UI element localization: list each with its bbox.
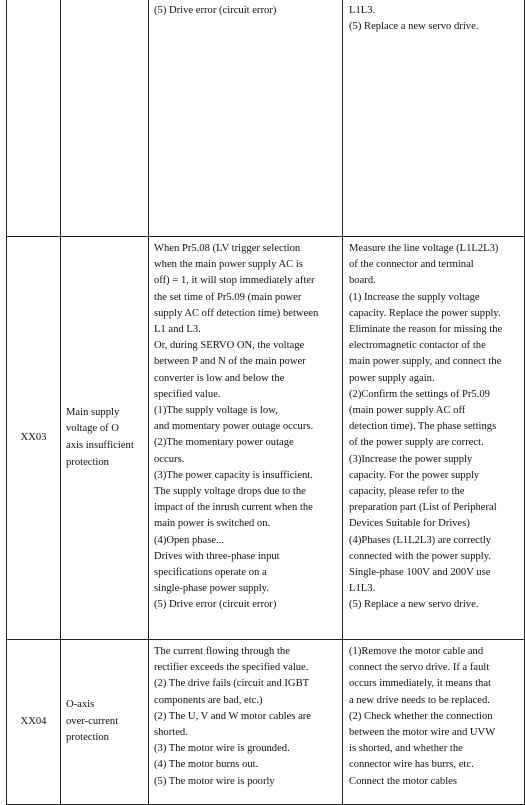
fault-cause-cell — [149, 237, 343, 640]
measure-line: (1) Increase the supply voltage — [349, 291, 480, 303]
fault-cause-cell — [149, 0, 343, 237]
measure-line: (2) Check whether the connection — [349, 710, 493, 722]
cause-line: L1 and L3. — [154, 324, 201, 336]
fault-name-line: Main supply — [66, 406, 120, 418]
measure-line: connector wire has burrs, etc. — [349, 759, 474, 771]
table-row — [7, 237, 525, 640]
cause-line: main power is switched on. — [154, 518, 271, 530]
cause-line: and momentary power outage occurs. — [154, 421, 314, 433]
fault-table-body — [7, 0, 525, 805]
measure-line: between the motor wire and UVW — [349, 727, 496, 739]
cause-line: impact of the inrush current when the — [154, 502, 313, 514]
measure-line: of the connector and terminal — [349, 259, 474, 271]
fault-code-cell — [7, 237, 61, 640]
cause-line: (5) Drive error (circuit error) — [154, 5, 277, 16]
measure-line: (1)Remove the motor cable and — [349, 646, 484, 657]
cause-line: When Pr5.08 (LV trigger selection — [154, 243, 301, 254]
cause-line: rectifier exceeds the specified value. — [154, 662, 309, 674]
cause-line: Drives with three-phase input — [154, 550, 280, 562]
measure-line: of the power supply are correct. — [349, 437, 484, 449]
measure-line: electromagnetic contactor of the — [349, 340, 486, 352]
fault-measure-cell-content — [343, 640, 524, 790]
measure-line: capacity. For the power supply — [349, 469, 480, 481]
fault-name-cell — [61, 237, 149, 640]
cause-line: (3)The power capacity is insufficient. — [154, 469, 313, 481]
measure-line: capacity, please refer to the — [349, 486, 465, 498]
measure-line: board. — [349, 275, 376, 287]
cause-line: specified value. — [154, 388, 221, 400]
fault-code-cell-content — [7, 714, 60, 730]
fault-name-cell — [61, 640, 149, 805]
measure-line: is shorted, and whether the — [349, 743, 463, 755]
fault-measure-cell — [343, 640, 525, 805]
fault-code-cell — [7, 640, 61, 805]
fault-code-cell-content — [7, 430, 60, 446]
table-row — [7, 0, 525, 237]
fault-cause-cell-content — [149, 640, 342, 790]
measure-line: L1L3. — [349, 583, 376, 595]
measure-line: power supply again. — [349, 372, 435, 384]
measure-line: Eliminate the reason for missing the — [349, 324, 503, 336]
measure-line: Connect the motor cables — [349, 775, 457, 787]
cause-line: (1)The supply voltage is low, — [154, 405, 278, 417]
cause-line: specifications operate on a — [154, 567, 267, 579]
measure-line: (3)Increase the power supply — [349, 453, 473, 465]
measure-line: Single-phase 100V and 200V use — [349, 567, 491, 579]
measure-line: L1L3. — [349, 5, 376, 16]
fault-code: XX04 — [20, 715, 47, 727]
measure-line: (5) Replace a new servo drive. — [349, 599, 479, 611]
fault-name-line: axis insufficient — [66, 440, 134, 451]
fault-name-line: voltage of O — [66, 423, 119, 435]
fault-name-cell — [61, 0, 149, 237]
measure-line: (4)Phases (L1L2L3) are correctly — [349, 534, 492, 546]
measure-line: detection time). The phase settings — [349, 421, 497, 433]
fault-name-line: O-axis — [66, 699, 95, 711]
fault-name-line: protection — [66, 732, 109, 744]
cause-line: between P and N of the main power — [154, 356, 306, 368]
cause-line: (4)Open phase... — [154, 534, 225, 546]
fault-table — [6, 0, 525, 805]
fault-measure-cell-content — [343, 237, 524, 614]
fault-cause-cell-content — [149, 0, 342, 19]
measure-line: a new drive needs to be replaced. — [349, 694, 490, 706]
cause-line: (3) The motor wire is grounded. — [154, 743, 290, 755]
measure-line: (2)Confirm the settings of Pr5.09 — [349, 388, 490, 400]
measure-line: (main power supply AC off — [349, 405, 466, 417]
measure-line: main power supply, and connect the — [349, 356, 502, 368]
fault-cause-cell-content — [149, 237, 342, 614]
measure-line: Measure the line voltage (L1L2L3) — [349, 243, 499, 254]
cause-line: supply AC off detection time) between — [154, 307, 319, 319]
cause-line: (4) The motor burns out. — [154, 759, 259, 771]
table-row — [7, 640, 525, 805]
cause-line: off) = 1, it will stop immediately after — [154, 275, 315, 287]
cause-line: (5) The motor wire is poorly — [154, 775, 275, 787]
fault-measure-cell — [343, 0, 525, 237]
measure-line: connect the servo drive. If a fault — [349, 662, 490, 674]
fault-measure-cell-content — [343, 0, 524, 35]
fault-name-cell-content — [61, 405, 148, 471]
cause-line: shorted. — [154, 727, 188, 739]
cause-line: (2) The U, V and W motor cables are — [154, 710, 312, 722]
fault-name-cell-content — [61, 697, 148, 747]
measure-line: capacity. Replace the power supply. — [349, 307, 501, 319]
cause-line: (5) Drive error (circuit error) — [154, 599, 277, 611]
cause-line: Or, during SERVO ON, the voltage — [154, 340, 305, 352]
cause-line: the set time of Pr5.09 (main power — [154, 291, 302, 303]
measure-line: connected with the power supply. — [349, 550, 491, 562]
fault-name-line: over-current — [66, 715, 119, 727]
fault-code: XX03 — [20, 431, 47, 443]
fault-code-cell — [7, 0, 61, 237]
cause-line: (2)The momentary power outage — [154, 437, 294, 449]
cause-line: The current flowing through the — [154, 646, 290, 657]
measure-line: Devices Suitable for Drives) — [349, 518, 470, 530]
fault-cause-cell — [149, 640, 343, 805]
measure-line: preparation part (List of Peripheral — [349, 502, 497, 514]
measure-line: (5) Replace a new servo drive. — [349, 21, 479, 33]
measure-line: occurs immediately, it means that — [349, 678, 491, 690]
cause-line: (2) The drive fails (circuit and IGBT — [154, 678, 310, 690]
cause-line: components are bad, etc.) — [154, 694, 263, 706]
fault-name-line: protection — [66, 456, 109, 468]
cause-line: occurs. — [154, 453, 185, 465]
fault-measure-cell — [343, 237, 525, 640]
cause-line: when the main power supply AC is — [154, 259, 303, 271]
cause-line: single-phase power supply. — [154, 583, 269, 595]
cause-line: converter is low and below the — [154, 372, 285, 384]
cause-line: The supply voltage drops due to the — [154, 486, 306, 498]
